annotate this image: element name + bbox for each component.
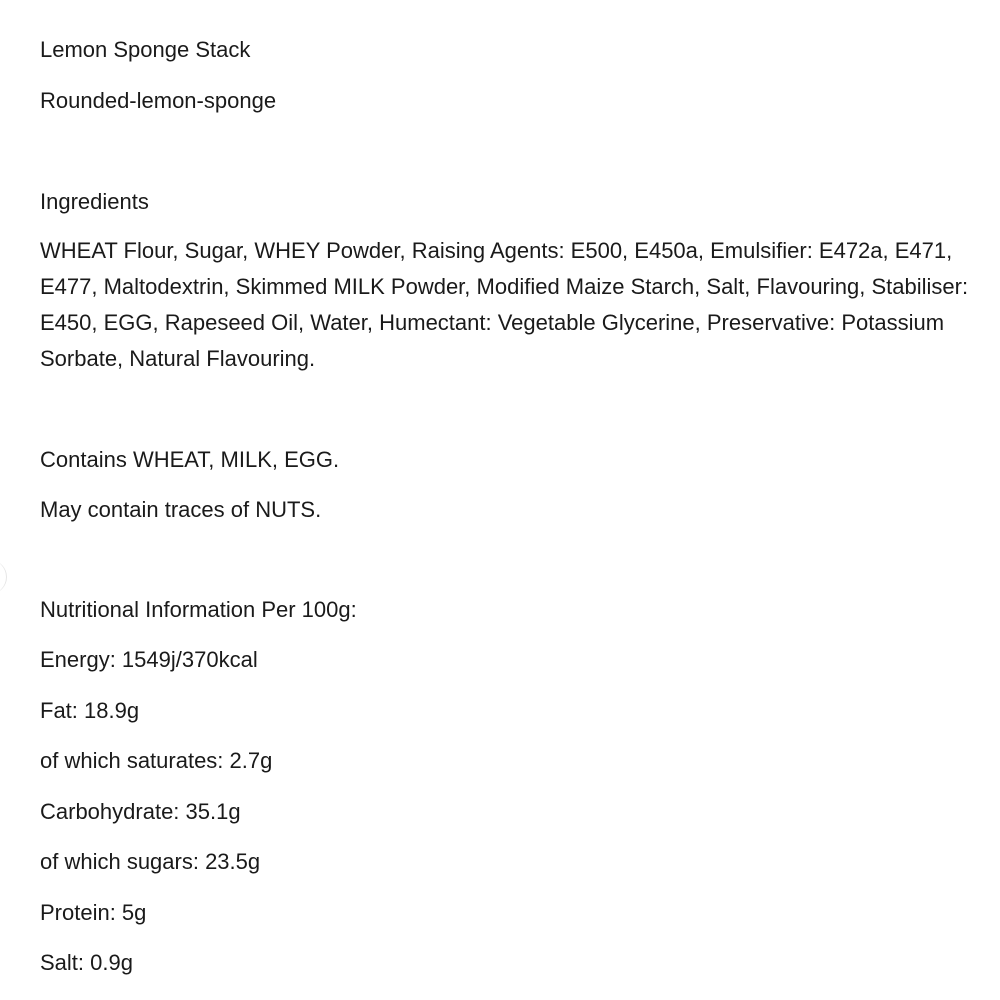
allergens-contains: Contains WHEAT, MILK, EGG. <box>40 447 340 472</box>
nutrition-heading: Nutritional Information Per 100g: <box>40 597 357 622</box>
ingredients-text: WHEAT Flour, Sugar, WHEY Powder, Raising Agents: E500, E450a, Emulsifier: E472a, E471, E477, Maltodextrin, Skimmed MILK Powder, Modified Maize Starch, Salt, Flavouring, Stabiliser: E450, EGG, Rapeseed Oil, Water, Humectant: Vegetable Glycerine, Preservative: Potassium Sorbate, Natural Flavouring. <box>40 238 969 371</box>
nutrition-protein: Protein: 5g <box>40 900 147 925</box>
nutrition-fat: Fat: 18.9g <box>40 698 140 723</box>
nutrition-saturates: of which saturates: 2.7g <box>40 748 273 773</box>
nutrition-sugars: of which sugars: 23.5g <box>40 849 261 874</box>
page-edge-decoration <box>0 560 7 594</box>
product-name: Lemon Sponge Stack <box>40 37 251 62</box>
allergens-may-contain: May contain traces of NUTS. <box>40 497 322 522</box>
nutrition-carbohydrate: Carbohydrate: 35.1g <box>40 799 241 824</box>
ingredients-heading: Ingredients <box>40 189 149 214</box>
nutrition-salt: Salt: 0.9g <box>40 950 133 975</box>
nutrition-energy: Energy: 1549j/370kcal <box>40 647 258 672</box>
product-slug: Rounded-lemon-sponge <box>40 88 277 113</box>
